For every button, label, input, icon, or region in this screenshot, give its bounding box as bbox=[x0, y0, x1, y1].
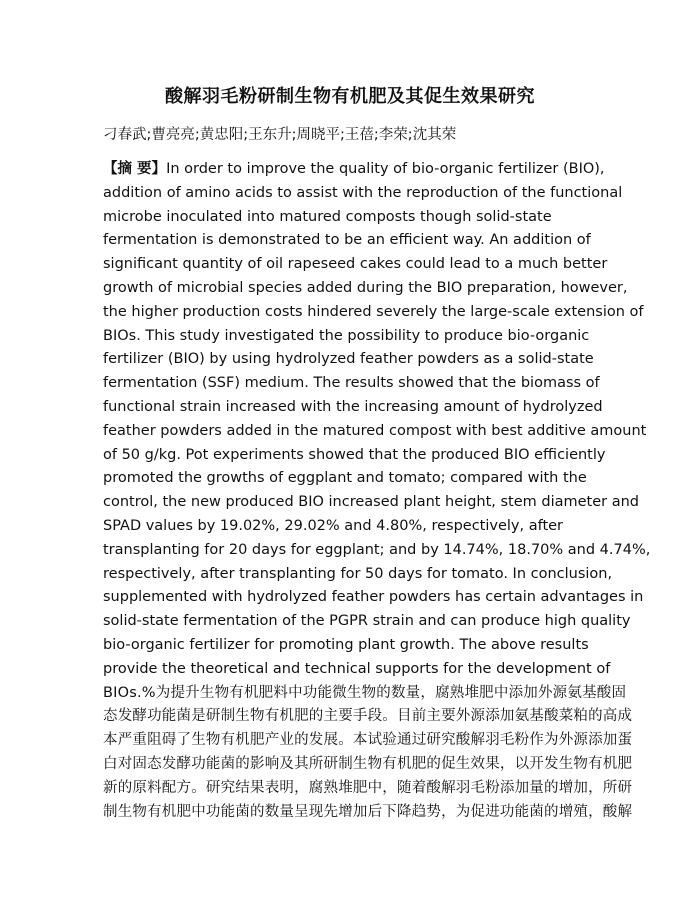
abstract-line: bio-organic fertilizer for promoting plant growth. The above results bbox=[103, 636, 589, 653]
abstract-label: 【摘 要】 bbox=[103, 161, 167, 177]
abstract-line: 白对固态发酵功能菌的影响及其所研制生物有机肥的促生效果，以开发生物有机肥 bbox=[103, 755, 633, 772]
abstract-line: SPAD values by 19.02%, 29.02% and 4.80%, respectively, after bbox=[103, 517, 564, 534]
abstract bbox=[103, 158, 651, 824]
abstract-line bbox=[103, 158, 605, 182]
paper-title: 酸解羽毛粉研制生物有机肥及其促生效果研究 bbox=[165, 86, 535, 107]
abstract-line: 态发酵功能菌是研制生物有机肥的主要手段。目前主要外源添加氨基酸菜粕的高成 bbox=[103, 708, 633, 725]
abstract-line: 制生物有机肥中功能菌的数量呈现先增加后下降趋势，为促进功能菌的增殖，酸解 bbox=[103, 803, 633, 820]
abstract-line: 新的原料配方。研究结果表明，腐熟堆肥中，随着酸解羽毛粉添加量的增加，所研 bbox=[103, 779, 633, 796]
abstract-line: supplemented with hydrolyzed feather powders has certain advantages in bbox=[103, 589, 644, 606]
abstract-line: fermentation is demonstrated to be an efficient way. An addition of bbox=[103, 232, 591, 249]
abstract-line: of 50 g/kg. Pot experiments showed that the produced BIO efficiently bbox=[103, 446, 606, 463]
abstract-line: growth of microbial species added during the BIO preparation, however, bbox=[103, 279, 628, 296]
abstract-line: promoted the growths of eggplant and tomato; compared with the bbox=[103, 470, 587, 487]
abstract-line: BIOs.%为提升生物有机肥料中功能微生物的数量，腐熟堆肥中添加外源氨基酸固 bbox=[103, 684, 627, 701]
abstract-line: significant quantity of oil rapeseed cakes could lead to a much better bbox=[103, 256, 608, 273]
abstract-line: feather powders added in the matured compost with best additive amount bbox=[103, 422, 647, 439]
abstract-line: fermentation (SSF) medium. The results showed that the biomass of bbox=[103, 375, 600, 392]
abstract-line: provide the theoretical and technical supports for the development of bbox=[103, 660, 611, 677]
abstract-line: fertilizer (BIO) by using hydrolyzed feather powders as a solid-state bbox=[103, 351, 594, 368]
abstract-text: In order to improve the quality of bio-organic fertilizer (BIO), bbox=[166, 161, 605, 177]
abstract-line: solid-state fermentation of the PGPR strain and can produce high quality bbox=[103, 613, 631, 630]
abstract-line: transplanting for 20 days for eggplant; and by 14.74%, 18.70% and 4.74%, bbox=[103, 541, 651, 558]
abstract-line: control, the new produced BIO increased plant height, stem diameter and bbox=[103, 494, 640, 511]
abstract-line: the higher production costs hindered severely the large-scale extension of bbox=[103, 303, 644, 320]
abstract-line: respectively, after transplanting for 50 days for tomato. In conclusion, bbox=[103, 565, 613, 582]
abstract-line: functional strain increased with the increasing amount of hydrolyzed bbox=[103, 398, 603, 415]
abstract-line: microbe inoculated into matured composts though solid-state bbox=[103, 208, 552, 225]
abstract-line: addition of amino acids to assist with the reproduction of the functional bbox=[103, 184, 623, 201]
abstract-line: 本严重阻碍了生物有机肥产业的发展。本试验通过研究酸解羽毛粉作为外源添加蛋 bbox=[103, 732, 633, 749]
abstract-line: BIOs. This study investigated the possibility to produce bio-organic bbox=[103, 327, 590, 344]
author-list: 刁春武;曹亮亮;黄忠阳;王东升;周晓平;王蓓;李荣;沈其荣 bbox=[103, 127, 457, 143]
